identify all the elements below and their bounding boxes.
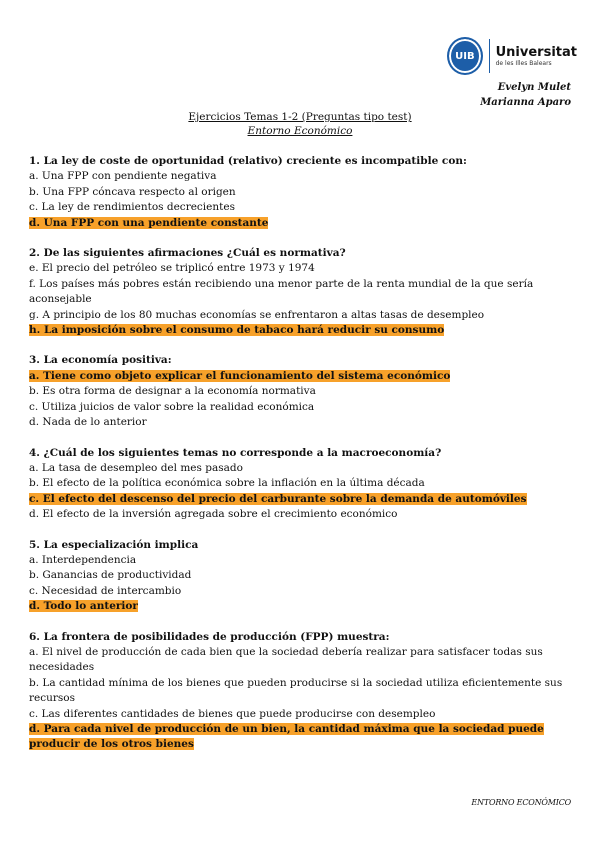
- answer-option-correct: [29, 369, 574, 384]
- option-text: a. Interdependencia: [29, 553, 137, 566]
- option-text: g. A principio de los 80 muchas economías se enfrentaron a altas tasas de desempleo: [29, 308, 485, 321]
- option-text: c. Necesidad de intercambio: [29, 584, 182, 597]
- answer-option: [29, 568, 574, 583]
- option-text: c. La ley de rendimientos decrecientes: [29, 201, 235, 214]
- questions-list: [29, 154, 574, 768]
- logo-name: Universitat: [495, 44, 577, 60]
- answer-option: [29, 261, 574, 276]
- answer-option: [29, 277, 574, 308]
- answer-option: [29, 200, 574, 215]
- option-text: b. Ganancias de productividad: [29, 569, 192, 582]
- answer-option: [29, 584, 574, 599]
- answer-option: [29, 507, 574, 522]
- option-text: h. La imposición sobre el consumo de tabaco hará reducir su consumo: [29, 324, 445, 337]
- answer-option: [29, 676, 574, 707]
- option-text: c. Las diferentes cantidades de bienes que puede producirse con desempleo: [29, 707, 436, 720]
- question-title: 2. De las siguientes afirmaciones ¿Cuál es normativa?: [29, 247, 346, 260]
- option-text: b. Una FPP cóncava respecto al origen: [29, 185, 236, 198]
- page-footer: ENTORNO ECONÓMICO: [471, 798, 571, 807]
- question-title: 1. La ley de coste de oportunidad (relativo) creciente es incompatible con:: [29, 155, 467, 167]
- answer-option-correct: [29, 722, 574, 753]
- answer-option: [29, 461, 574, 476]
- logo-text: [496, 46, 577, 67]
- option-text: b. El efecto de la política económica sobre la inflación en la última década: [29, 477, 425, 490]
- uib-seal-icon: UIB: [447, 37, 483, 75]
- answer-option: [29, 553, 574, 568]
- option-text: b. Es otra forma de designar a la economía normativa: [29, 385, 316, 398]
- authors: [480, 80, 571, 110]
- answer-option: [29, 476, 574, 491]
- answer-option: [29, 169, 574, 184]
- option-text: d. Todo lo anterior: [29, 600, 138, 613]
- answer-option: [29, 415, 574, 430]
- question-title: 4. ¿Cuál de los siguientes temas no corresponde a la macroeconomía?: [29, 446, 442, 459]
- logo-divider: [489, 39, 490, 73]
- question-title: 5. La especialización implica: [29, 538, 199, 551]
- document-title: Ejercicios Temas 1-2 (Preguntas tipo test): [188, 111, 412, 123]
- answer-option-correct: [29, 492, 574, 507]
- option-text: c. Utiliza juicios de valor sobre la realidad económica: [29, 400, 315, 413]
- option-text: c. El efecto del descenso del precio del carburante sobre la demanda de automóviles: [29, 492, 527, 505]
- logo-subtitle: de les Illes Balears: [495, 59, 552, 67]
- option-text: a. La tasa de desempleo del mes pasado: [29, 461, 243, 474]
- option-text: d. Para cada nivel de producción de un bien, la cantidad máxima que la sociedad puede producir de los otros bienes: [29, 723, 544, 751]
- option-text: a. Tiene como objeto explicar el funcionamiento del sistema económico: [29, 369, 451, 382]
- option-text: f. Los países más pobres están recibiendo una menor parte de la renta mundial de la que sería aconsejable: [29, 277, 534, 306]
- question-block: [29, 446, 574, 523]
- question-title: 6. La frontera de posibilidades de producción (FPP) muestra:: [29, 630, 390, 643]
- answer-option: [29, 645, 574, 676]
- option-text: d. Una FPP con una pendiente constante: [29, 216, 269, 229]
- author-2: Marianna Aparo: [480, 97, 571, 108]
- answer-option: [29, 707, 574, 722]
- university-logo: [447, 36, 577, 76]
- option-text: a. Una FPP con pendiente negativa: [29, 170, 217, 183]
- question-block: [29, 353, 574, 430]
- answer-option: [29, 185, 574, 200]
- question-block: [29, 538, 574, 615]
- answer-option-correct: [29, 323, 574, 338]
- question-block: [29, 630, 574, 753]
- answer-option: [29, 400, 574, 415]
- option-text: d. Nada de lo anterior: [29, 416, 147, 429]
- title-block: [0, 110, 600, 138]
- option-text: d. El efecto de la inversión agregada sobre el crecimiento económico: [29, 508, 398, 521]
- option-text: b. La cantidad mínima de los bienes que pueden producirse si la sociedad utiliza eficientemente sus recursos: [29, 676, 563, 705]
- question-block: [29, 246, 574, 338]
- document-subtitle: Entorno Económico: [247, 125, 353, 137]
- answer-option: [29, 308, 574, 323]
- question-title: 3. La economía positiva:: [29, 354, 172, 367]
- author-1: Evelyn Mulet: [497, 82, 571, 93]
- option-text: a. El nivel de producción de cada bien que la sociedad debería realizar para satisfacer todas sus necesidades: [29, 645, 543, 674]
- answer-option-correct: [29, 216, 574, 231]
- option-text: e. El precio del petróleo se triplicó entre 1973 y 1974: [29, 262, 315, 275]
- answer-option: [29, 384, 574, 399]
- answer-option-correct: [29, 599, 574, 614]
- question-block: [29, 154, 574, 231]
